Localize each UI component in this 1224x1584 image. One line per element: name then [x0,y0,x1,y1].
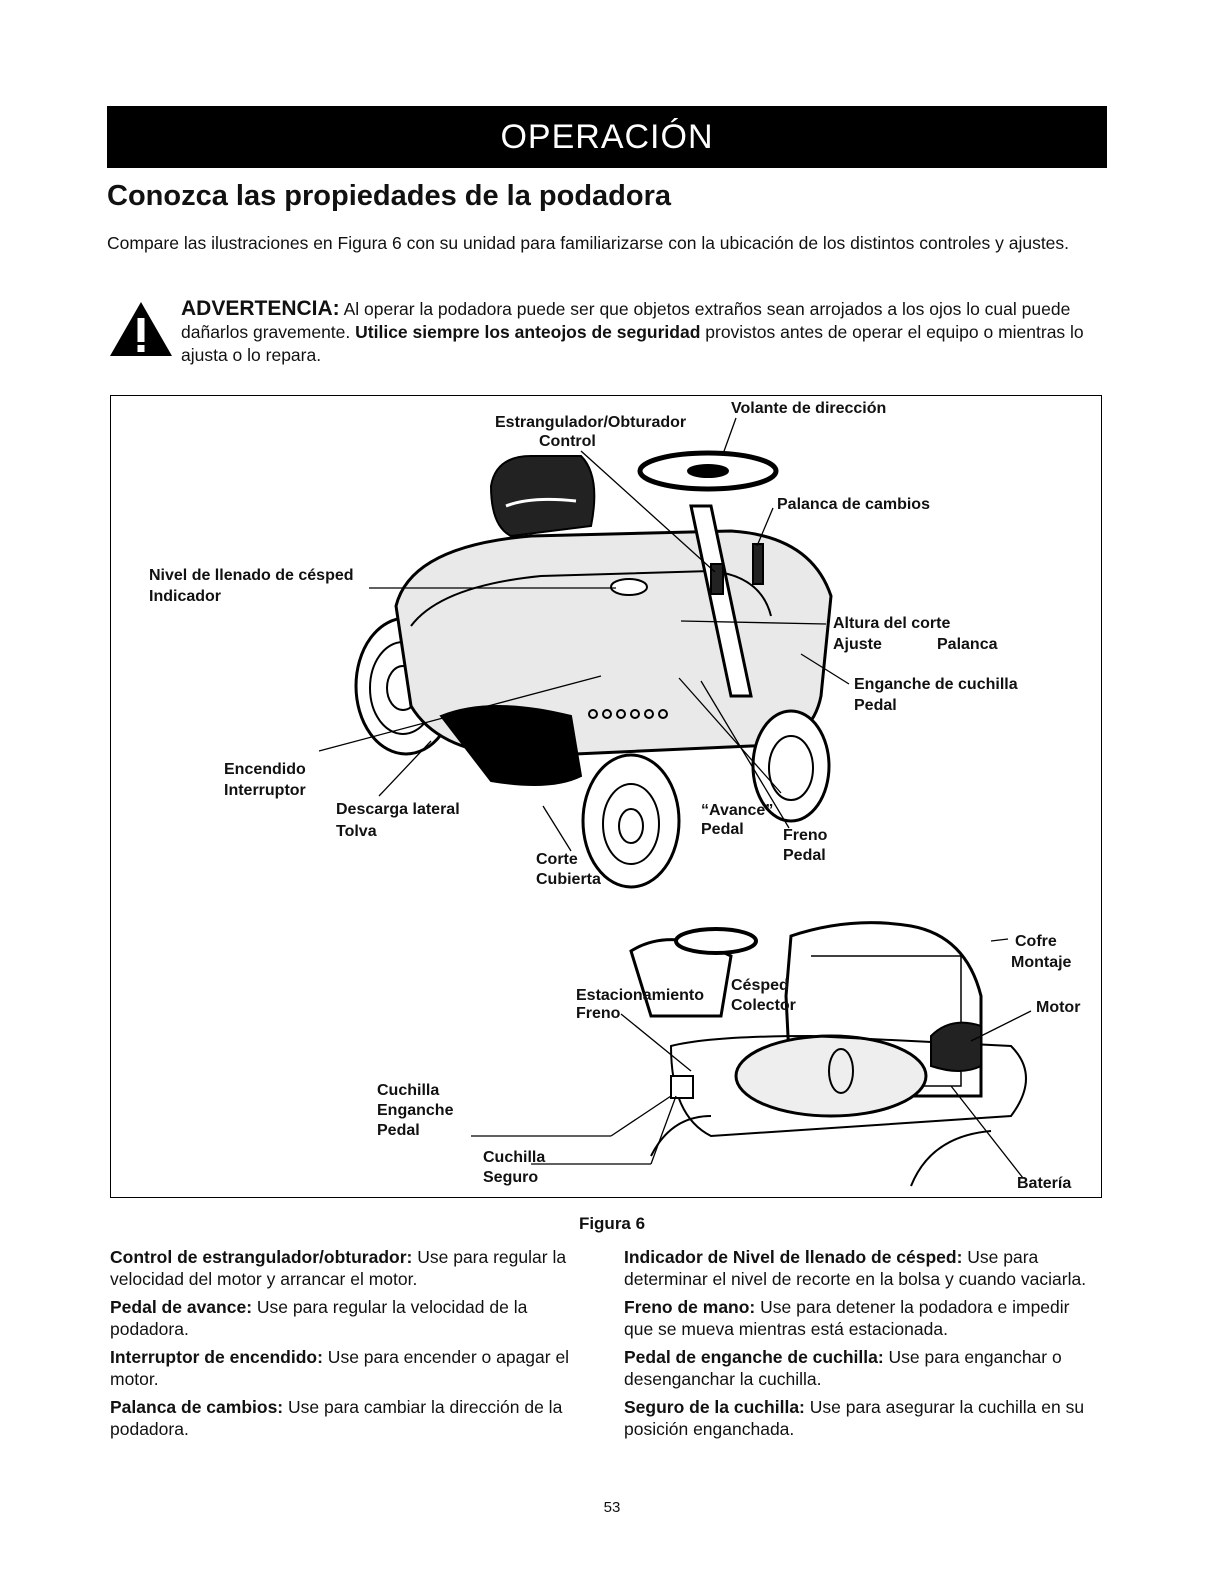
warning-text-end: provistos antes de operar el equipo o mientras lo ajusta o lo repara. [181,322,1084,365]
label-nivel-2: Indicador [149,588,222,605]
figure-6 [110,395,1102,1198]
warning-heading: ADVERTENCIA: [181,297,340,320]
label-enganche: Enganche de cuchilla [854,676,1018,693]
label-motor: Motor [1036,999,1081,1016]
page-title: Conozca las propiedades de la podadora [107,180,672,212]
label-estrangulador: Estrangulador/Obturador [495,414,687,431]
desc-item: Seguro de la cuchilla: Use para asegurar la cuchilla en su posición enganchada. [624,1397,1085,1439]
label-cofre-2: Montaje [1011,954,1072,971]
label-cesped-2: Colector [731,997,796,1014]
label-cuchilla-enganche-2: Enganche [377,1102,454,1119]
descriptions-right [624,1246,1094,1446]
figure-caption: Figura 6 [578,1214,646,1233]
warning-emphasis: Utilice siempre los anteojos de seguridad [355,322,701,342]
page-number: 53 [603,1499,621,1516]
desc-item: Interruptor de encendido: Use para encender o apagar el motor. [110,1347,570,1389]
warning-text: Al operar la podadora puede ser que objetos extraños sean arrojados a los ojos lo cual puede dañarlos gravemente. [181,299,1071,342]
intro-paragraph: Compare las ilustraciones en Figura 6 con su unidad para familiarizarse con la ubicación de los distintos controles y ajustes. [107,233,1070,253]
desc-item: Control de estrangulador/obturador: Use para regular la velocidad del motor y arrancar el motor. [110,1247,567,1289]
label-descarga: Descarga lateral [336,801,460,818]
label-nivel: Nivel de llenado de césped [149,567,354,584]
desc-item: Palanca de cambios: Use para cambiar la dirección de la podadora. [110,1397,563,1439]
warning-block [181,297,1106,367]
label-estacionamiento-2: Freno [576,1005,621,1022]
label-palanca-cambios: Palanca de cambios [777,496,930,513]
label-altura-2: Ajuste [833,636,882,653]
desc-item: Pedal de avance: Use para regular la velocidad de la podadora. [110,1297,528,1339]
desc-item: Freno de mano: Use para detener la podadora e impedir que se mueva mientras está estacionada. [624,1297,1070,1339]
label-descarga-2: Tolva [336,823,377,840]
label-freno: Freno [783,827,828,844]
label-estacionamiento: Estacionamiento [576,987,705,1004]
label-cuchilla-enganche-3: Pedal [377,1122,420,1139]
label-encendido: Encendido [224,761,306,778]
label-corte: Corte [536,851,578,868]
desc-item: Pedal de enganche de cuchilla: Use para enganchar o desenganchar la cuchilla. [624,1347,1062,1389]
label-freno-2: Pedal [783,847,826,864]
label-encendido-2: Interruptor [224,782,306,799]
label-cuchilla-seguro-2: Seguro [483,1169,539,1186]
label-cofre: Cofre [1015,933,1057,950]
label-volante: Volante de dirección [731,400,887,417]
label-enganche-2: Pedal [854,697,897,714]
label-cesped: Césped [731,977,789,994]
label-avance: “Avance” [701,802,774,819]
label-avance-2: Pedal [701,821,744,838]
label-altura-3: Palanca [937,636,998,653]
label-corte-2: Cubierta [536,871,601,888]
label-cuchilla-enganche: Cuchilla [377,1082,440,1099]
label-estrangulador-2: Control [539,433,596,450]
section-banner: OPERACIÓN [107,106,1107,168]
desc-item: Indicador de Nivel de llenado de césped: Use para determinar el nivel de recorte en la bolsa y cuando vaciarla. [624,1247,1087,1289]
label-cuchilla-seguro: Cuchilla [483,1149,546,1166]
warning-triangle-icon [108,300,174,358]
label-altura: Altura del corte [833,615,951,632]
label-bateria: Batería [1017,1175,1072,1192]
descriptions-left [110,1246,580,1446]
